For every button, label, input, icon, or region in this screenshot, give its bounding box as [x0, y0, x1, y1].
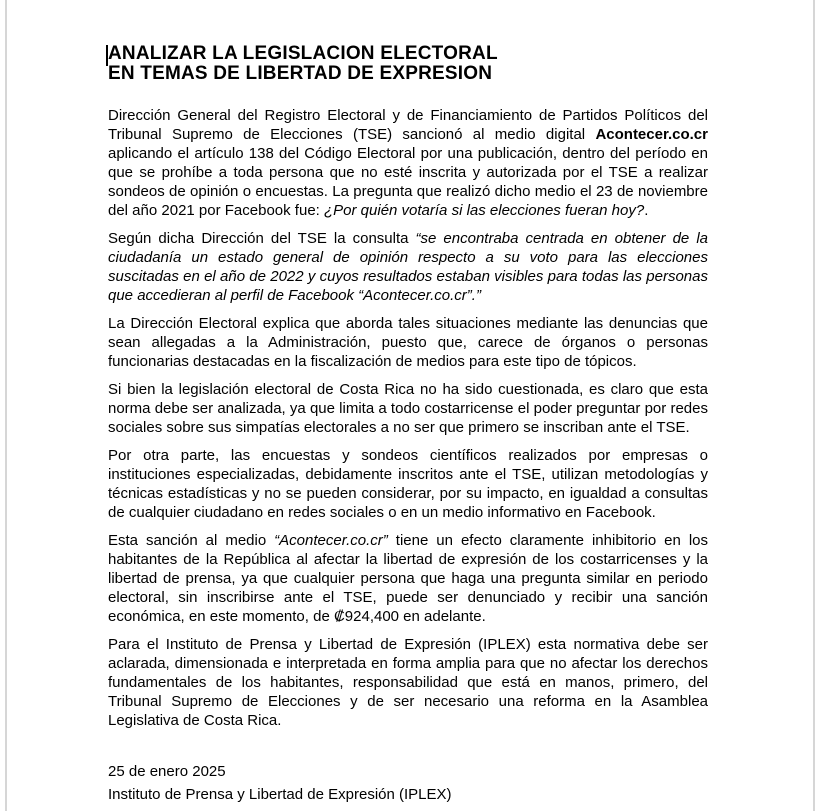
page-right-edge: [813, 0, 815, 811]
paragraph: [108, 635, 708, 730]
text-run: Esta sanción al medio: [108, 532, 275, 549]
paragraph: [108, 446, 708, 522]
footer-date: 25 de enero 2025: [108, 763, 226, 780]
text-run: “Acontecer.co.cr”: [274, 532, 388, 549]
paragraph: [108, 229, 708, 305]
document-body: [108, 106, 708, 730]
text-run: Según dicha Dirección del TSE la consulta: [108, 230, 416, 247]
text-run: Para el Instituto de Prensa y Libertad de Expresión (IPLEX) esta normativa debe ser aclarada, dimensionada e interpretada en forma amplia para que no afectar los derechos fundamentales de los habitantes, responsabilidad que está en manos, primero, del Tribunal Supremo de Elecciones y de ser necesario una reforma en la Asamblea Legislativa de Costa Rica.: [108, 636, 708, 729]
title-line-1: ANALIZAR LA LEGISLACION ELECTORAL: [108, 43, 498, 64]
text-run: Por otra parte, las encuestas y sondeos científicos realizados por empresas o instituciones especializadas, debidamente inscritos ante el TSE, utilizan metodologías y técnicas estadísticas y no se pueden considerar, por su impacto, en igualdad a consultas de cualquier ciudadano en redes sociales o en un medio informativo en Facebook.: [108, 447, 708, 521]
paragraph: [108, 106, 708, 220]
document-page[interactable]: [108, 44, 708, 806]
document-title: [108, 44, 708, 84]
paragraph: [108, 531, 708, 626]
paragraph: [108, 314, 708, 371]
paragraph: [108, 380, 708, 437]
document-footer: [108, 760, 708, 806]
text-run: La Dirección Electoral explica que aborda tales situaciones mediante las denuncias que sean allegadas a la Administración, puesto que, carece de órganos o personas funcionarias destacadas en la fiscalización de medios para este tipo de tópicos.: [108, 315, 708, 370]
footer-organization: Instituto de Prensa y Libertad de Expresión (IPLEX): [108, 786, 452, 803]
page-left-edge: [5, 0, 7, 811]
text-run: Si bien la legislación electoral de Costa Rica no ha sido cuestionada, es claro que esta norma debe ser analizada, ya que limita a todo costarricense el poder preguntar por redes sociales sobre sus simpatías electorales a no ser que primero se inscriban ante el TSE.: [108, 381, 708, 436]
text-run: Acontecer.co.cr: [595, 126, 708, 143]
text-run: Dirección General del Registro Electoral y de Financiamiento de Partidos Políticos del Tribunal Supremo de Elecciones (TSE) sancionó al medio digital: [108, 107, 708, 143]
text-run: ¿Por quién votaría si las elecciones fueran hoy?: [324, 202, 645, 219]
text-run: .: [644, 202, 649, 219]
text-run: “se encontraba centrada en obtener de la ciudadanía un estado general de opinión respecto a su voto para las elecciones suscitadas en el año de 2022 y cuyos resultados estaban visibles para todas las personas que accedieran al perfil de Facebook “Acontecer.co.cr”.”: [108, 230, 708, 304]
text-run: tiene un efecto claramente inhibitorio en los habitantes de la República al afectar la libertad de expresión de los costarricenses y la libertad de prensa, ya que cualquier persona que haga una pregunta similar en periodo electoral, sin inscribirse ante el TSE, puede ser denunciado y recibir una sanción económica, en este momento, de ₡924,400 en adelante.: [108, 532, 708, 625]
text-run: aplicando el artículo 138 del Código Electoral por una publicación, dentro del período en que se prohíbe a toda persona que no esté inscrita y autorizada por el TSE a realizar sondeos de opinión o encuestas. La pregunta que realizó dicho medio el 23 de noviembre del año 2021 por Facebook fue:: [108, 145, 708, 219]
title-line-2: EN TEMAS DE LIBERTAD DE EXPRESION: [108, 63, 493, 84]
text-cursor: [106, 45, 108, 66]
